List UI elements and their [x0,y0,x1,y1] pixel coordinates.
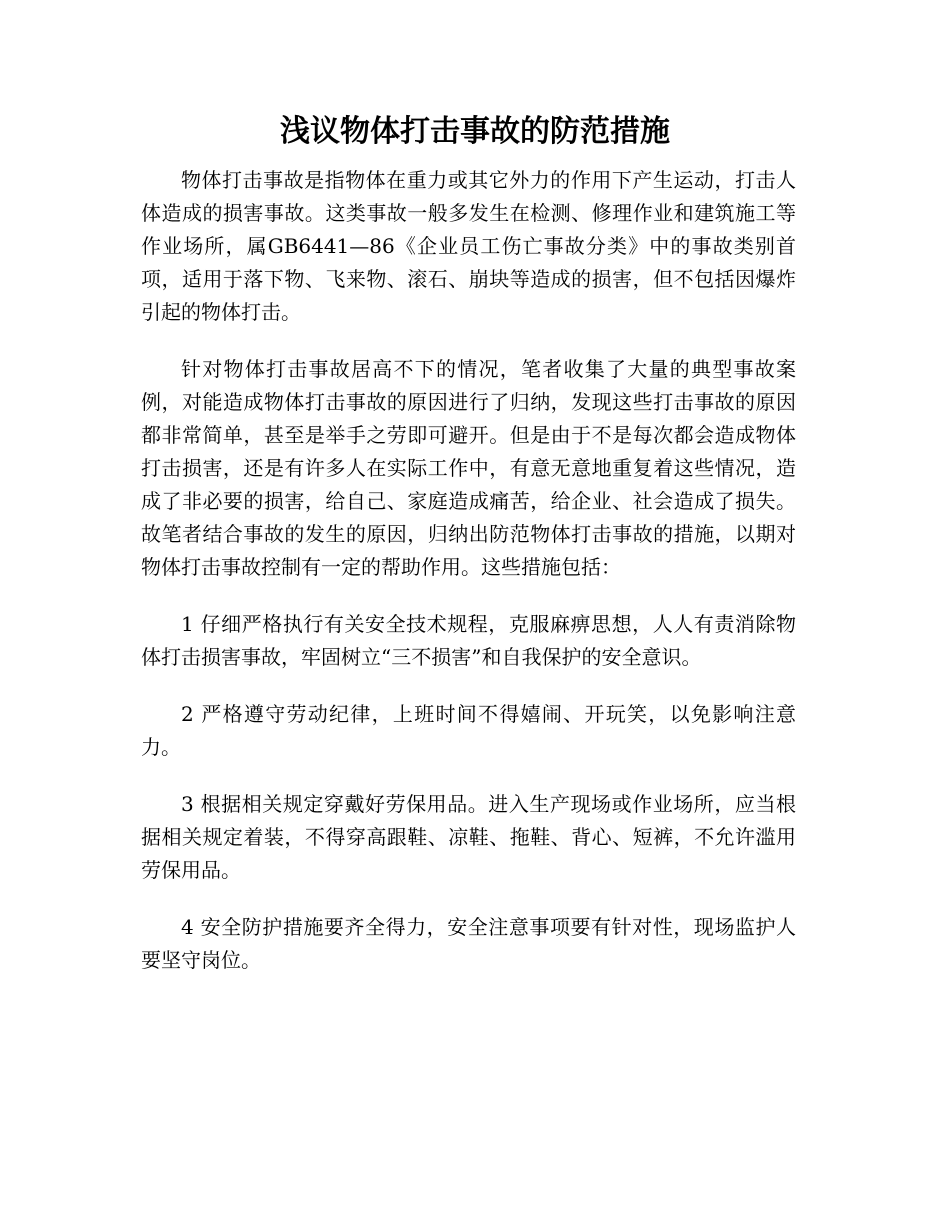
paragraph-intro: 物体打击事故是指物体在重力或其它外力的作用下产生运动，打击人体造成的损害事故。这类事故一般多发生在检测、修理作业和建筑施工等作业场所，属GB6441—86《企业员工伤亡事故分类》中的事故类别首项，适用于落下物、飞来物、滚石、崩块等造成的损害，但不包括因爆炸引起的物体打击。 [141,168,796,324]
paragraph-analysis: 针对物体打击事故居高不下的情况，笔者收集了大量的典型事故案例，对能造成物体打击事故的原因进行了归纳，发现这些打击事故的原因都非常简单，甚至是举手之劳即可避开。但是由于不是每次都会造成物体打击损害，还是有许多人在实际工作中，有意无意地重复着这些情况，造成了非必要的损害，给自己、家庭造成痛苦，给企业、社会造成了损失。故笔者结合事故的发生的原因，归纳出防范物体打击事故的措施，以期对物体打击事故控制有一定的帮助作用。这些措施包括： [141,357,796,579]
document-title: 浅议物体打击事故的防范措施 [280,114,670,149]
paragraph-measure-2: 2 严格遵守劳动纪律，上班时间不得嬉闹、开玩笑，以免影响注意力。 [141,702,796,759]
paragraph-measure-4: 4 安全防护措施要齐全得力，安全注意事项要有针对性，现场监护人要坚守岗位。 [141,915,796,972]
paragraph-measure-1: 1 仔细严格执行有关安全技术规程，克服麻痹思想，人人有责消除物体打击损害事故，牢固树立“三不损害”和自我保护的安全意识。 [141,612,796,669]
document-body [141,164,796,1001]
paragraph-measure-3: 3 根据相关规定穿戴好劳保用品。进入生产现场或作业场所，应当根据相关规定着装，不得穿高跟鞋、凉鞋、拖鞋、背心、短裤，不允许滥用劳保用品。 [141,792,796,882]
